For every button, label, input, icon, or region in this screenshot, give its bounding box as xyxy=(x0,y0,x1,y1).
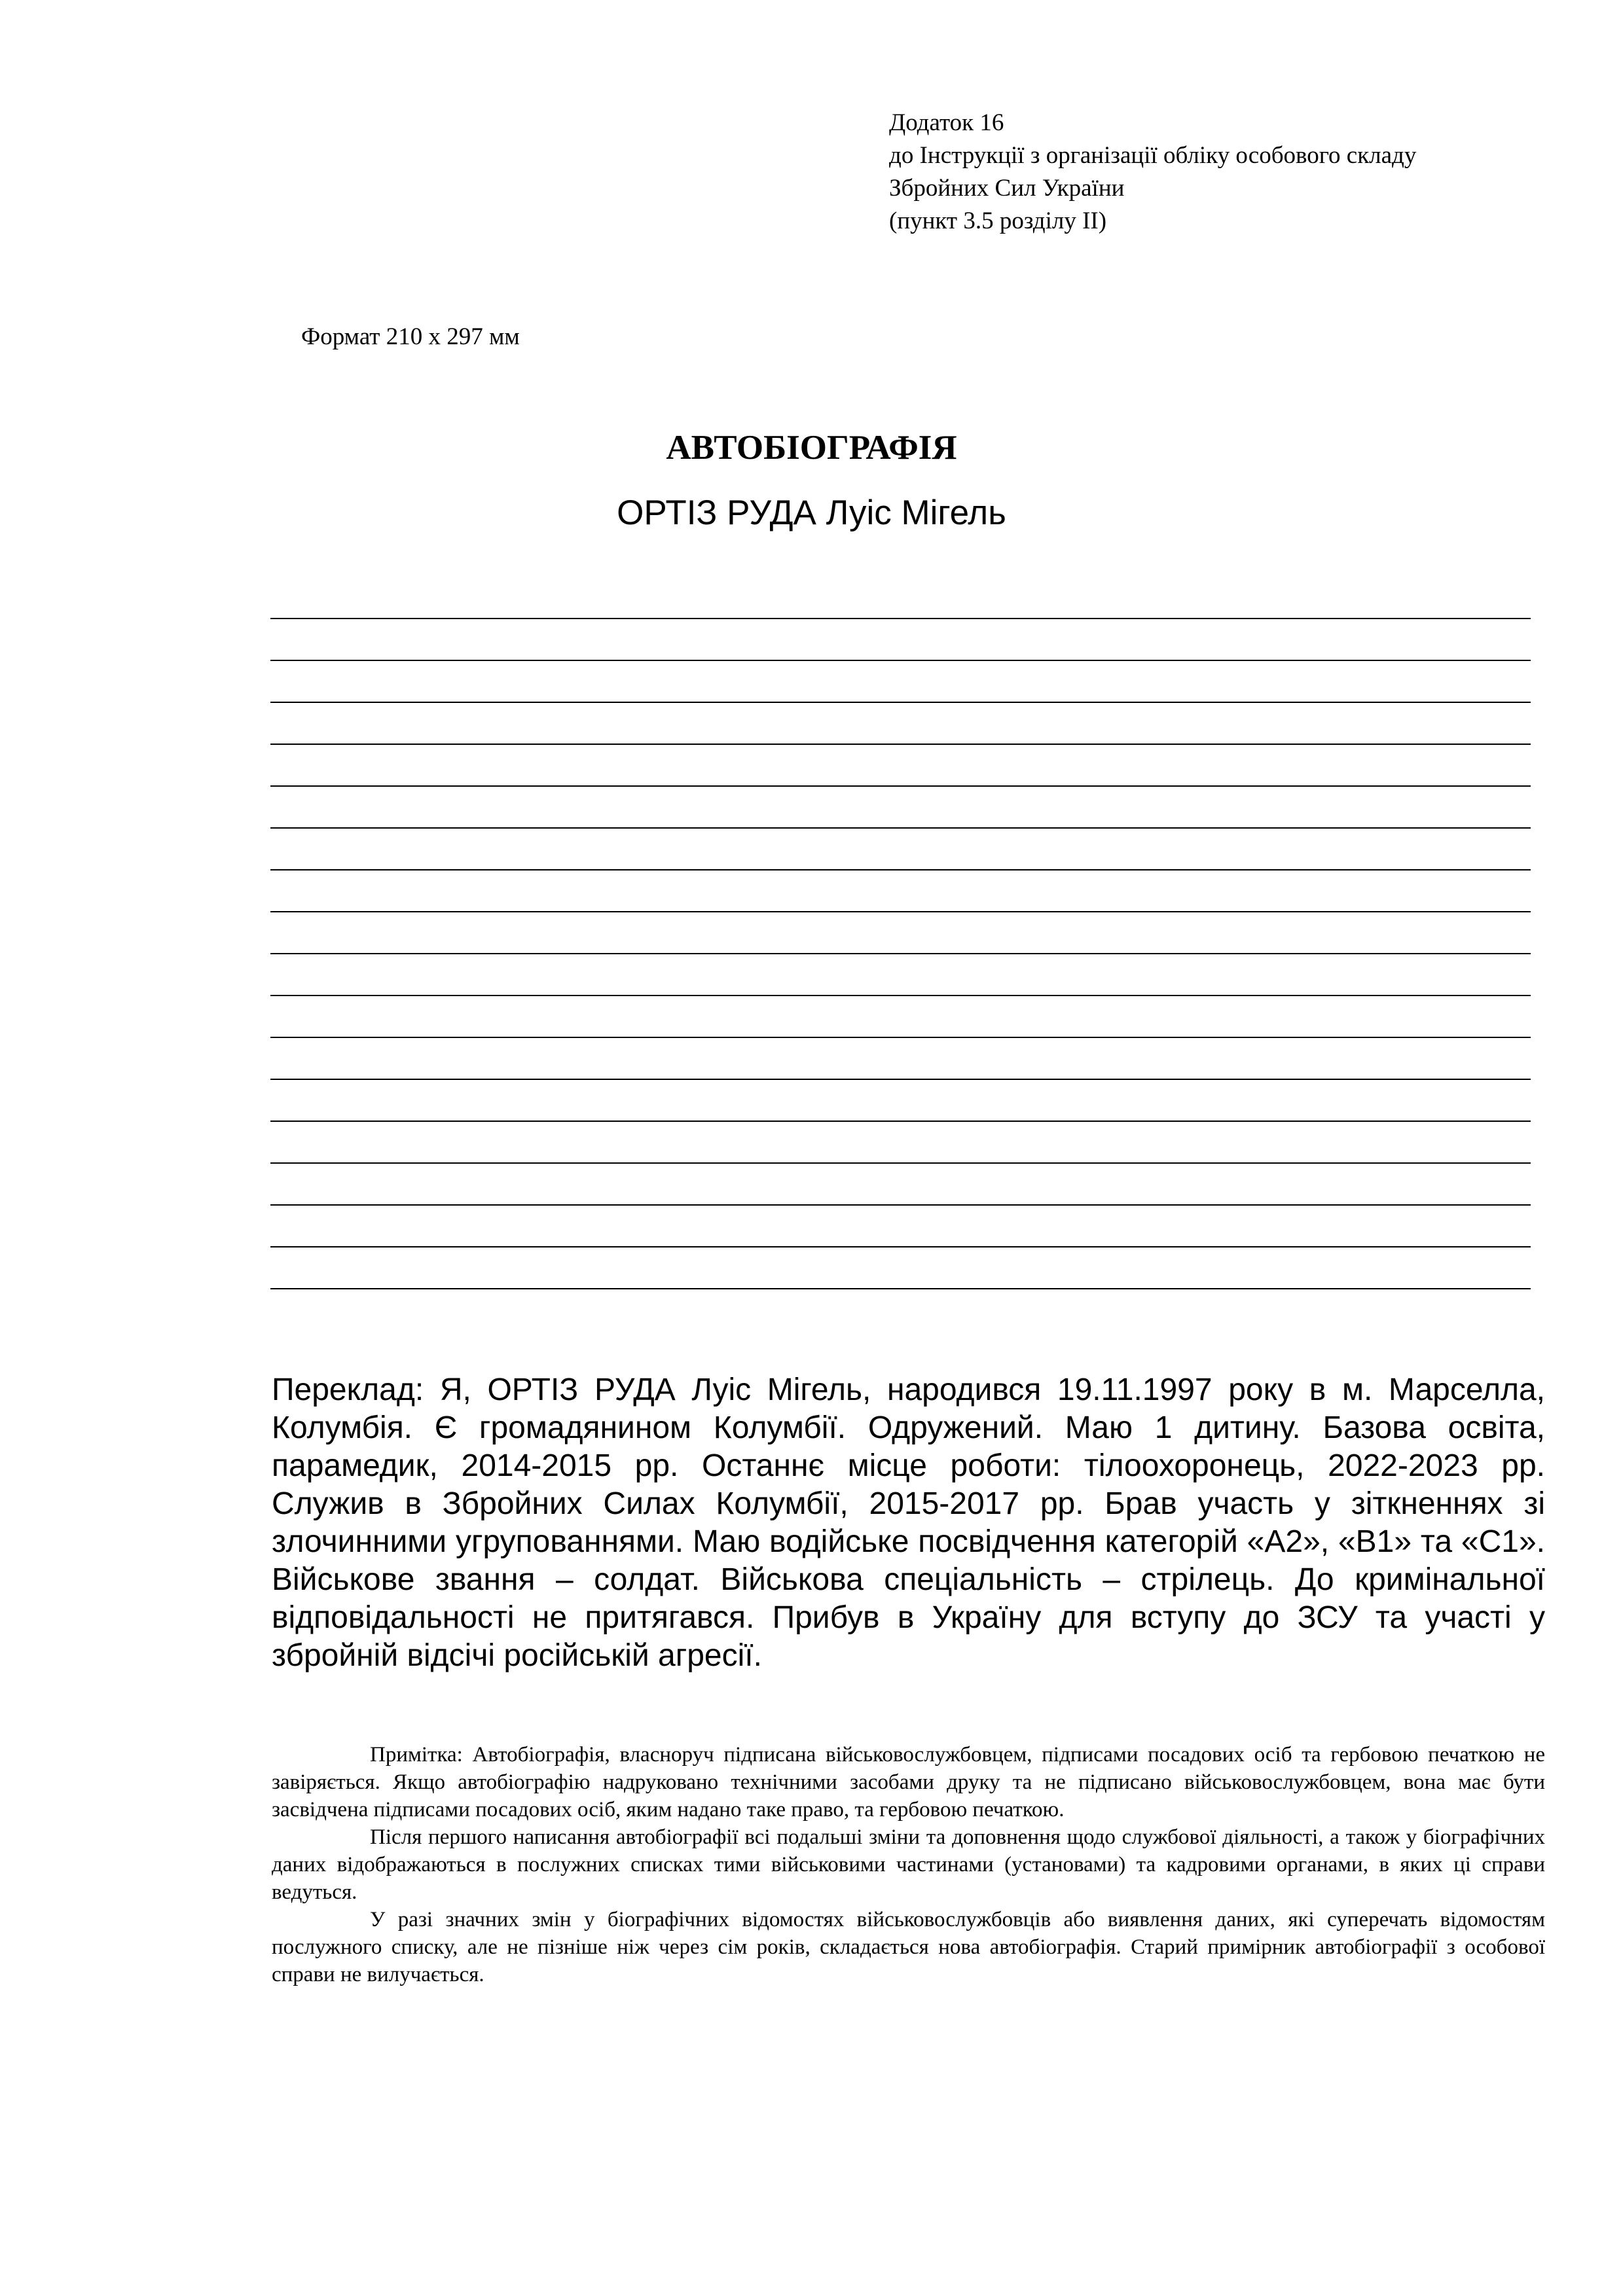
writing-line xyxy=(270,911,1531,953)
notes-section xyxy=(272,1741,1545,1988)
writing-line xyxy=(270,1037,1531,1079)
writing-line xyxy=(270,1204,1531,1246)
appendix-armed-forces: Збройних Сил України xyxy=(889,175,1125,202)
writing-line xyxy=(270,1288,1531,1330)
writing-line xyxy=(270,869,1531,911)
writing-line xyxy=(270,995,1531,1037)
translation-text: Переклад: Я, ОРТІЗ РУДА Луіс Мігель, народився 19.11.1997 року в м. Марселла, Колумбія. Є громадянином Колумбії. Одружений. Маю 1 дитину. Базова освіта, парамедик, 2014-2015 рр. Останнє місце роботи: тілоохоронець, 2022-2023 рр. Служив в Збройних Силах Колумбії, 2015-2017 рр. Брав участь у зіткненнях зі злочинними угрупованнями. Маю водійське посвідчення категорій «А2», «В1» та «С1». Військове звання – солдат. Військова спеціальність – стрілець. До кримінальної відповідальності не притягався. Прибув в Україну для вступу до ЗСУ та участі у збройній відсічі російській агресії. xyxy=(272,1372,1545,1673)
writing-line xyxy=(270,827,1531,869)
appendix-clause: (пункт 3.5 розділу ІІ) xyxy=(889,207,1107,234)
note-paragraph-3: У разі значних змін у біографічних відомостях військовослужбовців або виявлення даних, які суперечать відомостям послужного списку, але не пізніше ніж через сім років, складається нова автобіографія. Старий примірник автобіографії з особової справи не вилучається. xyxy=(272,1908,1545,1986)
appendix-instruction: до Інструкції з організації обліку особового складу xyxy=(889,142,1417,169)
document-title: АВТОБІОГРАФІЯ xyxy=(666,429,957,467)
writing-line xyxy=(270,660,1531,702)
writing-line xyxy=(270,618,1531,660)
person-name: ОРТІЗ РУДА Луіс Мігель xyxy=(617,493,1006,532)
writing-line xyxy=(270,702,1531,744)
writing-line xyxy=(270,785,1531,827)
writing-line xyxy=(270,1121,1531,1162)
note-paragraph-2: Після першого написання автобіографії всі подальші зміни та доповнення щодо службової діяльності, а також у біографічних даних відображаються в послужних списках тими військовими частинами (установами) та кадровими органами, в яких ці справи ведуться. xyxy=(272,1825,1545,1904)
writing-line xyxy=(270,1246,1531,1288)
writing-line xyxy=(270,953,1531,995)
writing-lines-area xyxy=(270,618,1531,1330)
writing-line xyxy=(270,744,1531,785)
writing-line xyxy=(270,1079,1531,1121)
writing-line xyxy=(270,1162,1531,1204)
appendix-reference xyxy=(889,107,1416,238)
appendix-number: Додаток 16 xyxy=(889,109,1004,136)
format-label: Формат 210 x 297 мм xyxy=(301,323,520,350)
note-paragraph-1: Примітка: Автобіографія, власноруч підписана військовослужбовцем, підписами посадових осіб та гербовою печаткою не завіряється. Якщо автобіографію надруковано технічними засобами друку та не підписано військовослужбовцем, вона має бути засвідчена підписами посадових осіб, яким надано таке право, та гербовою печаткою. xyxy=(272,1743,1545,1821)
